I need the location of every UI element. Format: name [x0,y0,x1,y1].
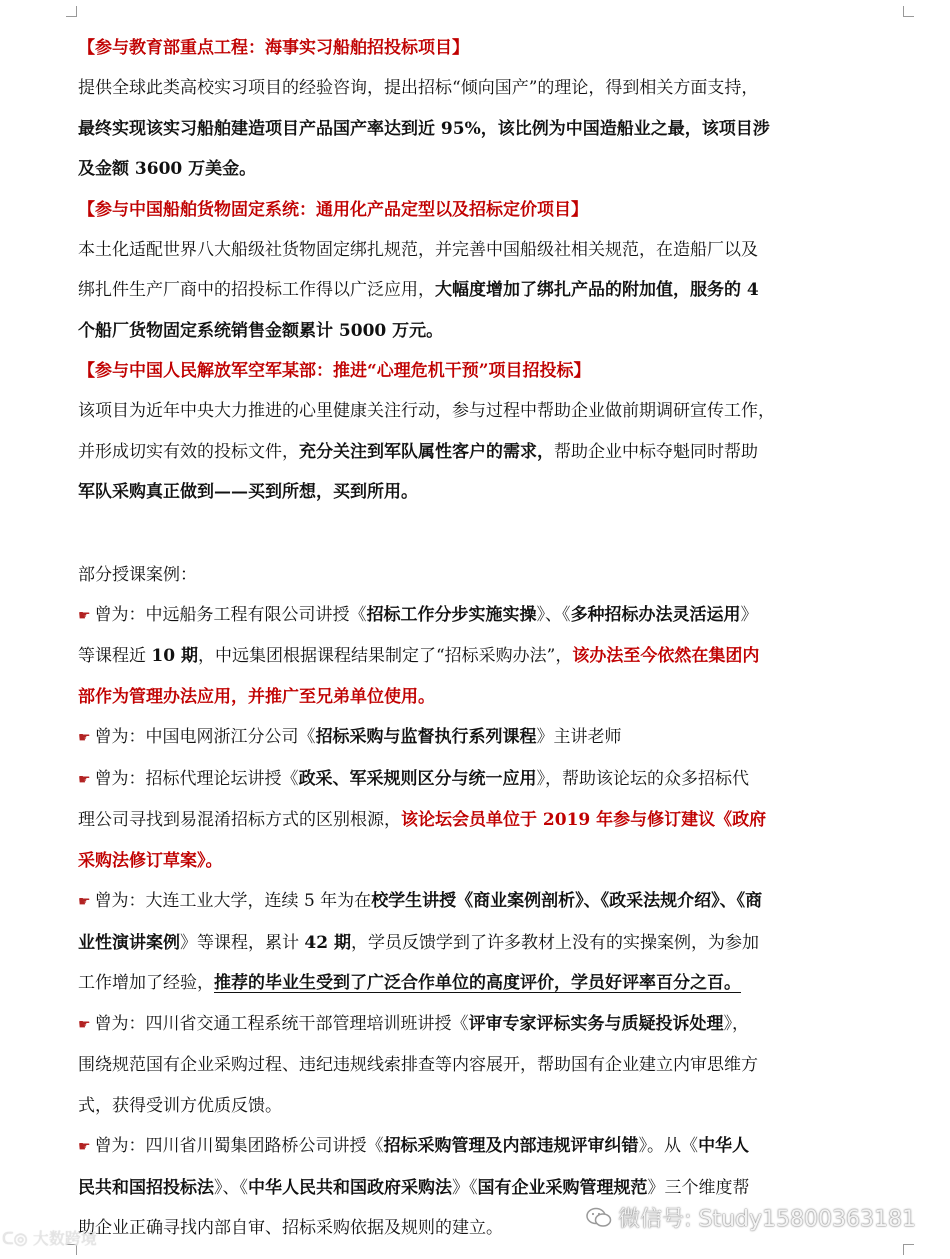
body-line: 该项目为近年中央大力推进的心里健康关注行动，参与过程中帮助企业做前期调研宣传工作， [78,401,775,421]
course-title: 民共和国招投标法 [78,1177,214,1198]
section-heading: 【参与中国船舶货物固定系统：通用化产品定型以及招标定价项目】 [78,199,588,220]
case-item [78,595,893,718]
body-line: 本土化适配世界八大船级社货物固定绑扎规范，并完善中国船级社相关规范，在造船厂以及 [78,239,758,260]
section-body [78,230,893,352]
case-item [78,1004,893,1127]
course-title: 中华人 [698,1136,750,1156]
case-highlight-underlined: 推荐的毕业生受到了广泛合作单位的高度评价，学员好评率百分之百。 [214,973,741,993]
pointing-hand-icon: ☛ [78,771,91,788]
case-item [78,881,893,1004]
course-title: 校学生讲授《商业案例剖析》、《政采法规介绍》、《商 [371,891,763,911]
case-text: 》、《 [536,604,571,625]
body-line: 帮助企业中标夺魁同时帮助 [554,441,758,462]
case-text: 》。从《 [638,1136,699,1156]
body-line: 并形成切实有效的投标文件， [78,441,299,462]
case-item [78,717,893,759]
case-highlight: 部作为管理办法应用，并推广至兄弟单位使用。 [78,686,435,707]
case-text: 》 [740,604,758,625]
body-line-bold: 充分关注到军队属性客户的需求， [299,441,554,462]
section-body [78,391,893,513]
watermark-right-text: 微信号: Study15800363181 [618,1207,916,1232]
case-text: 曾为：招标代理论坛讲授《 [94,768,299,789]
case-text: 》《 [452,1177,478,1198]
section-heading: 【参与教育部重点工程：海事实习船舶招投标项目】 [78,38,469,58]
case-text: 曾为：四川省交通工程系统干部管理培训班讲授《 [94,1013,469,1034]
watermark-left-text: 大数跨境 [32,1229,97,1248]
section-heading: 【参与中国人民解放军空军某部：推进“心理危机干预”项目招投标】 [78,361,591,381]
case-text-bold: 42 期 [304,932,351,953]
case-text: 工作增加了经验， [78,973,214,993]
pointing-hand-icon: ☛ [78,1139,91,1155]
case-text-bold: 10 期 [151,646,198,666]
body-line: 及金额 3600 万美金。 [78,159,257,179]
page-corner-mark-bottom-right [903,1244,914,1255]
body-line: 提供全球此类高校实习项目的经验咨询，提出招标“倾向国产”的理论，得到相关方面支持， [78,78,759,98]
body-line: 最终实现该实习船舶建造项目产品国产率达到近 95%，该比例为中国造船业之最，该项目涉 [78,118,770,139]
watermark-right [586,1202,916,1233]
pointing-hand-icon: ☛ [78,607,91,624]
case-highlight: 采购法修订草案》。 [78,850,223,871]
case-text: 》三个维度帮 [647,1177,750,1198]
document-page [78,28,893,1249]
case-text: 等课程近 [78,646,152,666]
watermark-left [2,1226,97,1249]
case-text: 理公司寻找到易混淆招标方式的区别根源， [78,810,401,830]
page-corner-mark-top-left [66,6,77,17]
case-text: ，中远集团根据课程结果制定了“招标采购办法”， [197,646,573,666]
case-text: 曾为：大连工业大学，连续 5 年为在 [94,891,372,911]
case-highlight: 该办法至今依然在集团内 [572,646,760,666]
course-title: 多种招标办法灵活运用 [570,604,741,625]
case-text: 》主讲老师 [536,727,622,747]
course-title: 招标采购管理及内部违规评审纠错 [383,1136,639,1156]
case-item [78,759,893,882]
course-title: 招标采购与监督执行系列课程 [315,727,537,747]
case-text: 》、《 [214,1177,248,1198]
body-line: 个船厂货物固定系统销售金额累计 5000 万元。 [78,320,444,341]
case-text: 曾为：中国电网浙江分公司《 [94,727,316,747]
body-line: 军队采购真正做到——买到所想，买到所用。 [78,482,418,502]
cases-label: 部分授课案例： [78,564,197,585]
course-title: 业性演讲案例 [78,932,180,953]
case-text: 助企业正确寻找内部自审、招标采购依据及规则的建立。 [78,1218,503,1238]
case-text: 围绕规范国有企业采购过程、违纪违规线索排查等内容展开，帮助国有企业建立内审思维方 [78,1055,758,1075]
course-title: 招标工作分步实施实操 [366,604,537,625]
course-title: 国有企业采购管理规范 [477,1177,648,1198]
body-line: 绑扎件生产厂商中的招投标工作得以广泛应用， [78,280,435,300]
case-text: 式，获得受训方优质反馈。 [78,1095,282,1116]
section-body [78,68,893,190]
case-text: 》等课程，累计 [180,932,305,953]
course-title: 中华人民共和国政府采购法 [248,1177,452,1198]
pointing-hand-icon: ☛ [78,1016,91,1033]
wechat-icon [586,1207,612,1229]
case-text: 》， [723,1013,750,1034]
case-highlight: 该论坛会员单位于 2019 年参与修订建议《政府 [401,810,767,830]
pointing-hand-icon: ☛ [78,894,91,910]
watermark-logo-icon: ᑕ◎ [2,1229,28,1248]
case-text: 曾为：中远船务工程有限公司讲授《 [94,604,367,625]
case-text: ，学员反馈学到了许多教材上没有的实操案例，为参加 [350,932,759,953]
course-title: 政采、军采规则区分与统一应用 [298,768,537,789]
body-line-bold: 大幅度增加了绑扎产品的附加值，服务的 4 [435,280,759,300]
page-corner-mark-top-right [903,6,914,17]
pointing-hand-icon: ☛ [78,730,91,746]
blank-line [78,513,893,555]
case-text: 》，帮助该论坛的众多招标代 [536,768,750,789]
course-title: 评审专家评标实务与质疑投诉处理 [468,1013,724,1034]
case-text: 曾为：四川省川蜀集团路桥公司讲授《 [94,1136,384,1156]
